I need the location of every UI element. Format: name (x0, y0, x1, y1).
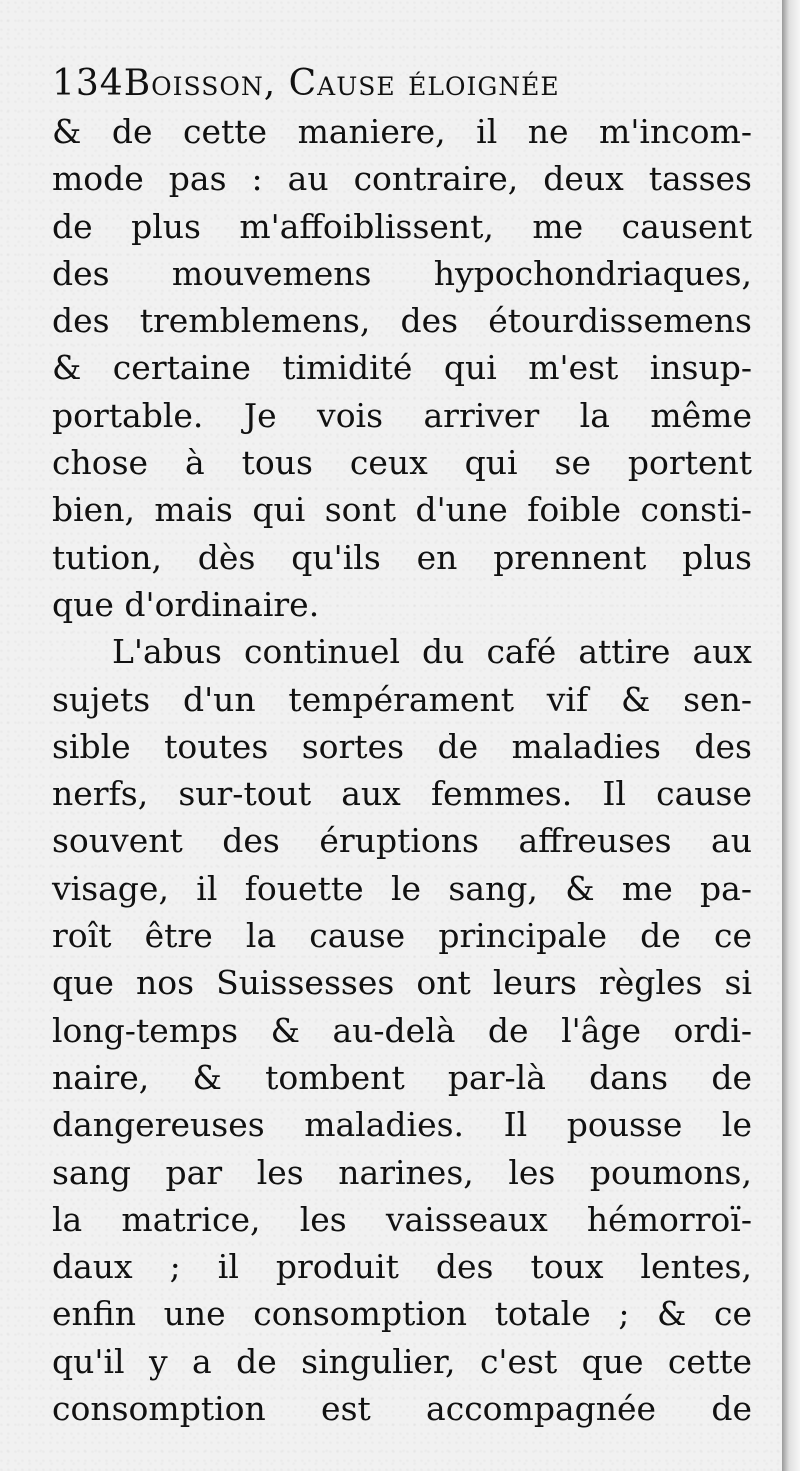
text-line: naire, & tombent par-là dans de (52, 1057, 752, 1097)
text-line: consomption est accompagnée de (52, 1389, 752, 1429)
text-line: la matrice, les vaisseaux hémorroï- (52, 1199, 752, 1239)
text-line: sang par les narines, les poumons, (52, 1152, 752, 1192)
paragraph-start-line: L'abus continuel du café attire aux (112, 632, 752, 672)
text-line: chose à tous ceux qui se portent (52, 443, 752, 483)
page-number: 134 (52, 63, 124, 104)
text-line: souvent des éruptions affreuses au (52, 821, 752, 861)
text-line: sujets d'un tempérament vif & sen- (52, 679, 752, 719)
text-line: & de cette maniere, il ne m'incom- (52, 112, 752, 151)
text-line: des mouvemens hypochondriaques, (52, 253, 752, 293)
paragraph-end-line: que d'ordinaire. (52, 584, 320, 624)
body-text (52, 108, 752, 1432)
text-line: des tremblemens, des étourdissemens (52, 301, 752, 341)
running-header (52, 58, 752, 110)
text-line: daux ; il produit des toux lentes, (52, 1247, 752, 1287)
text-line: qu'il y a de singulier, c'est que cette (52, 1341, 752, 1381)
text-line: & certaine timidité qui m'est insup- (52, 348, 752, 388)
text-line: mode pas : au contraire, deux tasses (52, 159, 752, 199)
text-line: dangereuses maladies. Il pousse le (52, 1105, 752, 1145)
text-line: tution, dès qu'ils en prennent plus (52, 537, 752, 577)
text-line: que nos Suissesses ont leurs règles si (52, 963, 752, 1003)
text-line: de plus m'affoiblissent, me causent (52, 206, 752, 246)
text-line: bien, mais qui sont d'une foible consti- (52, 490, 752, 530)
text-line: nerfs, sur-tout aux femmes. Il cause (52, 774, 752, 814)
text-line: roît être la cause principale de ce (52, 916, 752, 956)
text-line: long-temps & au-delà de l'âge ordi- (52, 1010, 752, 1050)
page-gutter-shadow (782, 0, 800, 1471)
text-line: visage, il fouette le sang, & me pa- (52, 868, 752, 908)
text-line: sible toutes sortes de maladies des (52, 726, 752, 766)
running-title: Boisson, Cause éloignée (123, 63, 560, 104)
text-line: portable. Je vois arriver la même (52, 395, 752, 435)
text-line: enfin une consomption totale ; & ce (52, 1294, 752, 1334)
